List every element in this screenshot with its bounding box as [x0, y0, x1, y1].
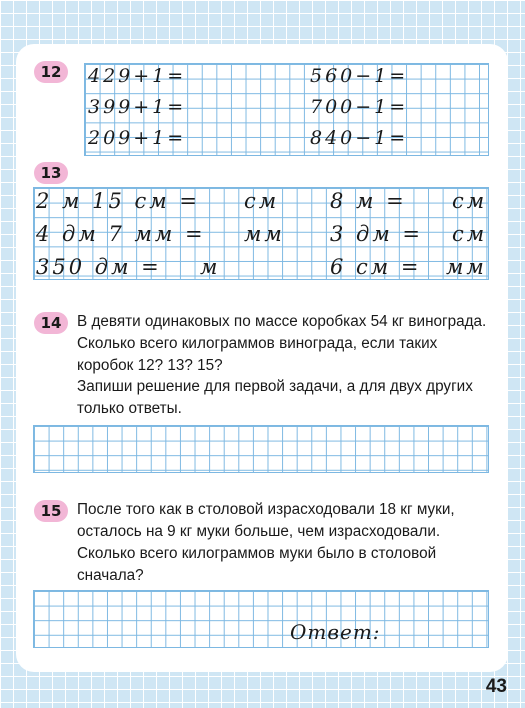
exercise-14-answer-grid[interactable]: [33, 425, 489, 473]
ex13-row1-left-unit: см: [244, 189, 280, 213]
ex12-expr-3: 209+1=: [88, 127, 187, 149]
ex13-row3-right: 6 см =: [330, 255, 422, 279]
ex12-expr-6: 840−1=: [310, 127, 409, 149]
ex13-row3-left: 350 дм =: [36, 255, 162, 279]
ex12-expr-4: 560−1=: [310, 65, 409, 87]
exercise-13-badge: 13: [34, 162, 68, 184]
ex13-row2-right: 3 дм =: [330, 222, 424, 246]
exercise-15-answer-grid[interactable]: [33, 590, 489, 648]
ex13-row1-left: 2 м 15 см =: [36, 189, 200, 213]
ex12-expr-2: 399+1=: [88, 96, 187, 118]
exercise-14-badge: 14: [34, 312, 68, 334]
page-number: 43: [485, 676, 507, 697]
exercise-14-text: В девяти одинаковых по массе коробках 54 кг винограда. Сколько всего килограммов винограда, если таких коробок 12? 13? 15?: [77, 313, 487, 374]
exercise-15-text: После того как в столовой израсходовали 18 кг муки, осталось на 9 кг муки больше, чем израсходовали. Сколько всего килограммов муки было в столовой сначала?: [77, 501, 455, 584]
exercise-15-answer-label: Ответ:: [290, 620, 381, 644]
ex13-row1-right-unit: см: [452, 189, 488, 213]
ex13-row2-right-unit: см: [452, 222, 488, 246]
ex12-expr-1: 429+1=: [88, 65, 187, 87]
ex12-expr-5: 700−1=: [310, 96, 409, 118]
exercise-15-badge: 15: [34, 500, 68, 522]
ex13-row2-left: 4 дм 7 мм =: [36, 222, 206, 246]
ex13-row3-right-unit: мм: [446, 255, 487, 279]
exercise-14-instruction: Запиши решение для первой задачи, а для двух других только ответы.: [77, 378, 473, 417]
exercise-12-badge: 12: [34, 61, 68, 83]
ex13-row3-left-unit: м: [200, 255, 221, 279]
ex13-row2-left-unit: мм: [244, 222, 285, 246]
ex13-row1-right: 8 м =: [330, 189, 407, 213]
